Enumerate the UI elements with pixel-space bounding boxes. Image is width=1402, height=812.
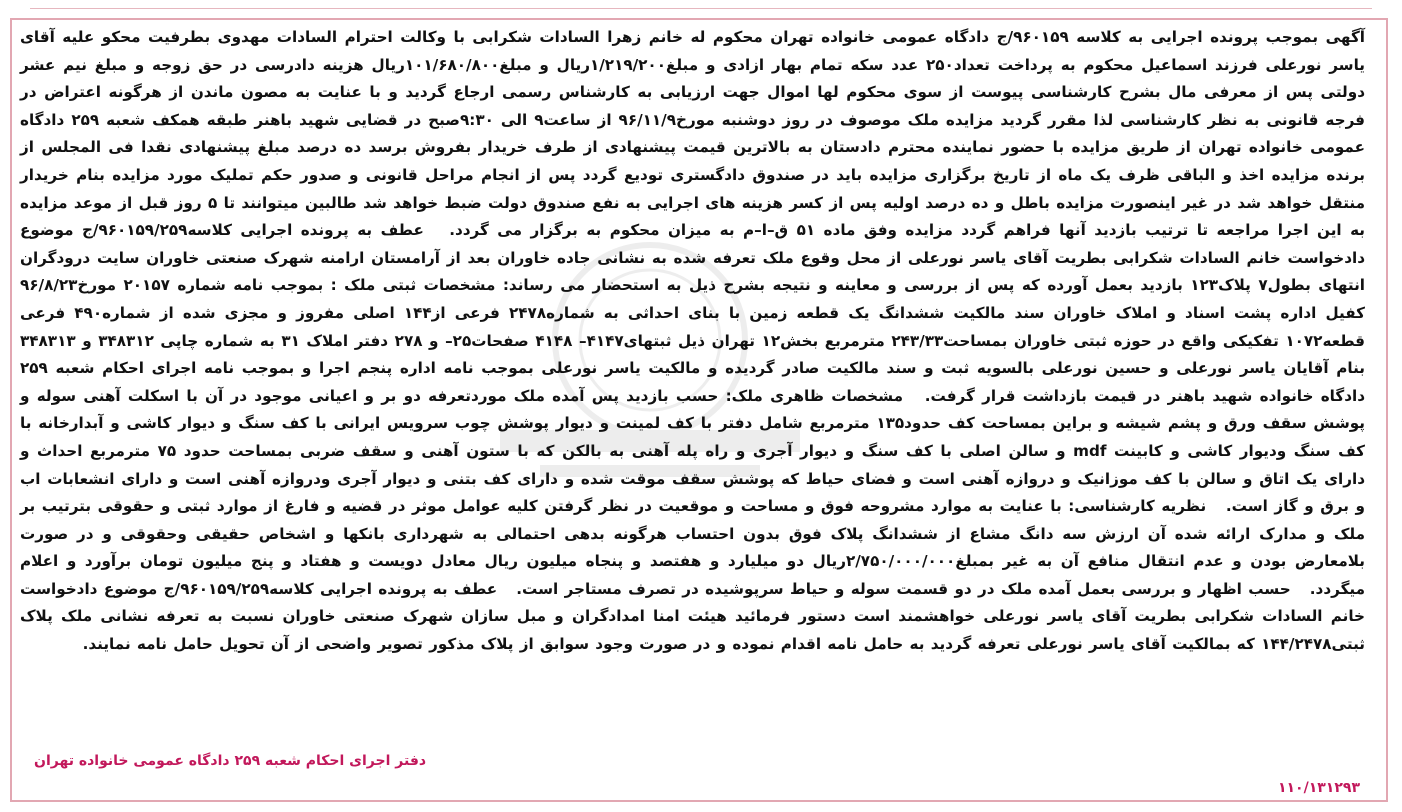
notice-paragraph-3: مشخصات ظاهری ملک: حسب بازدید پس آمده ملک موردتعرفه دو بر و اعیانی موجود در آن با اسکلت آهنی سوله و پوشش سقف ورق و پشم شیشه و براین بمساحت کف حدود۱۳۵ مترمربع شامل دفتر با کف لمینت و دیوار پوشش چوب سرویس ایرانی با کف سنگ و دیوار کاشی و آبدارخانه با کف سنگ ودیوار کاشی و کابینت mdf و سالن اصلی با کف سنگ و دیوار آجری و راه پله آهنی به بالکن که با ستون آهنی و سقف ضربی بمساحت حدود ۷۵ مترمربع احداث و دارای یک اتاق و سالن با کف موزانیک و دروازه آهنی است و فضای حیاط که پوشش سقف موقت شده و دارای کف بتنی و دیوار آجری ودروازه آهنی است و دارای انشعابات اب و برق و گاز است. [20, 386, 1366, 516]
notice-paragraph-6: عطف به پرونده اجرایی کلاسه۹۶۰۱۵۹/۲۵۹/ج موضوع دادخواست خانم السادات شکرابی بطریت آقای یاسر نورعلی خواهشمند است دستور فرمائید هیئت امنا امدادگران و مبل سازان شهرک صنعتی خاوران نسبت به تعرفه نشانی ملک پلاک ثبتی۱۴۴/۲۴۷۸ که بمالکیت آقای یاسر نورعلی تعرفه گردید به حامل نامه اقدام نموده و در صورت وجود سوابق از پلاک مذکور تصویر واضحی از آن تحویل حامل نامه نمایند. [20, 579, 1365, 654]
notice-paragraph-1: آگهی بموجب پرونده اجرایی به کلاسه ۹۶۰۱۵۹/ج دادگاه عمومی خانواده تهران محکوم له خانم زهرا السادات شکرابی با وکالت احترام السادات مهدوی بطرفیت محکو علیه آقای یاسر نورعلی فرزند اسماعیل محکوم به پرداخت تعداد۲۵۰ عدد سکه تمام بهار ازادی و مبلغ۱/۲۱۹/۲۰۰ریال و مبلغ۱۰۱/۶۸۰/۸۰۰ریال هزینه دادرسی در حق زوجه و مبلغ نیم عشر دولتی پس از معرفی مال بشرح کارشناسی پیوست از سوی محکوم لها اموال جهت ارزیابی به کارشناس رسمی ارجاع گردید و با عنایت به مصون ماندن از هرگونه اعتراض در فرجه قانونی به نظر کارشناسی لذا مقرر گردید مزایده ملک موصوف در روز دوشنبه مورخ۹۶/۱۱/۹ از ساعت۹ الی ۹:۳۰صبح در قضایی شهید باهنر طبقه همکف شعبه ۲۵۹ دادگاه عمومی خانواده تهران از طریق مزایده با حضور نماینده محترم دادستان به بالاترین قیمت پیشنهادی از طرف خریدار بفروش برسد ده درصد مبلغ پیشنهادی نقدا فی المجلس از برنده مزایده اخذ و الباقی ظرف یک ماه از تاریخ برگزاری مزایده باید در صندوق دادگستری تودیع گردد پس از انجام مراحل قانونی و صدور حکم تملیک مورد مزایده بنام خریدار منتقل خواهد شد در غیر اینصورت مزایده باطل و ده درصد اولیه پس از کسر هزینه های اجرایی به نفع صندوق دولت ضبط خواهد شد طالبین میتوانند تا ۵ روز قبل از موعد مزایده به این اجرا مراجعه تا ترتیب بازدید آنها فراهم گردد مزایده وفق ماده ۵۱ ق–ا–م به میزان محکوم به برگزار می گردد. [20, 28, 1365, 240]
top-cut-header-strip [0, 0, 1402, 14]
top-rule [30, 8, 1372, 9]
footer-reference-code: ۱۱۰/۱۳۱۲۹۳ [1277, 780, 1360, 796]
notice-paragraph-2: عطف به پرونده اجرایی کلاسه۹۶۰۱۵۹/۲۵۹/ج موضوع دادخواست خانم السادات شکرابی بطریت آقای یاسر نورعلی از محل وقوع ملک تعرفه شده به نشانی جاده خاوران بعد از آرامستان ارامنه شهرک صنعتی خاوران سایت درودگران انتهای بطول۷ پلاک۱۲۳ بازدید بعمل آورده که پس از بررسی و معاینه و نتیجه بشرح ذیل به استحضار می رساند: مشخصات ثبتی ملک : بموجب نامه شماره ۲۰۱۵۷ مورخ۹۶/۸/۲۳ کفیل اداره پشت اسناد و املاک خاوران سند مالکیت ششدانگ یک قطعه زمین با بنای احداثی به شماره۲۴۷۸ فرعی از۱۴۴ اصلی مفروز و مجزی شده از شماره۴۹۰ فرعی قطعه۱۰۷۲ تفکیکی واقع در حوزه ثبتی خاوران بمساحت۲۴۳/۳۳ مترمربع بخش۱۲ تهران ذیل ثبتهای۴۱۴۷– ۴۱۴۸ صفحات۲۵– و ۲۷۸ دفتر املاک ۳۱ به شماره چاپی ۳۴۸۳۱۲ و ۳۴۸۳۱۳ بنام آقایان یاسر نورعلی و حسین نورعلی بالسویه ثبت و سند مالکیت صادر گردیده و مالکیت یاسر نورعلی بموجب نامه اداره پنجم اجرا و بموجب نامه اجرای احکام شعبه ۲۵۹ دادگاه خانواده شهید باهنر در قیمت بازداشت قرار گرفت. [20, 221, 1365, 405]
notice-paragraph-4: نظریه کارشناسی: با عنایت به موارد مشروحه فوق و مساحت و موقعیت در نظر گرفتن کلیه عوامل موثر در قضیه و فارغ از موارد ثبتی و حقوقی بترتیب بر ملک و مدارک ارائه شده آن ارزش سه دانگ مشاع از ششدانگ پلاک فوق بدون احتساب هرگونه بدهی احتمالی به شهرداری بانکها و اشخاص حقیقی وحقوقی و در صورت بلامعارض بودن و عدم انتقال منافع آن به غیر بمبلغ۲/۷۵۰/۰۰۰/۰۰۰ریال دو میلیارد و هفتصد و پنجاه میلیون ریال معادل دویست و هفتاد و پنج میلیون تومان برآورد و اعلام میگردد. [20, 497, 1366, 598]
notice-body [20, 24, 1365, 659]
notice-paragraph-5: حسب اظهار و بررسی بعمل آمده ملک در دو قسمت سوله و حیاط سرپوشیده در تصرف مستاجر است. [516, 579, 1291, 598]
footer-office-name: دفتر اجرای احکام شعبه ۲۵۹ دادگاه عمومی خانواده تهران [34, 753, 427, 769]
